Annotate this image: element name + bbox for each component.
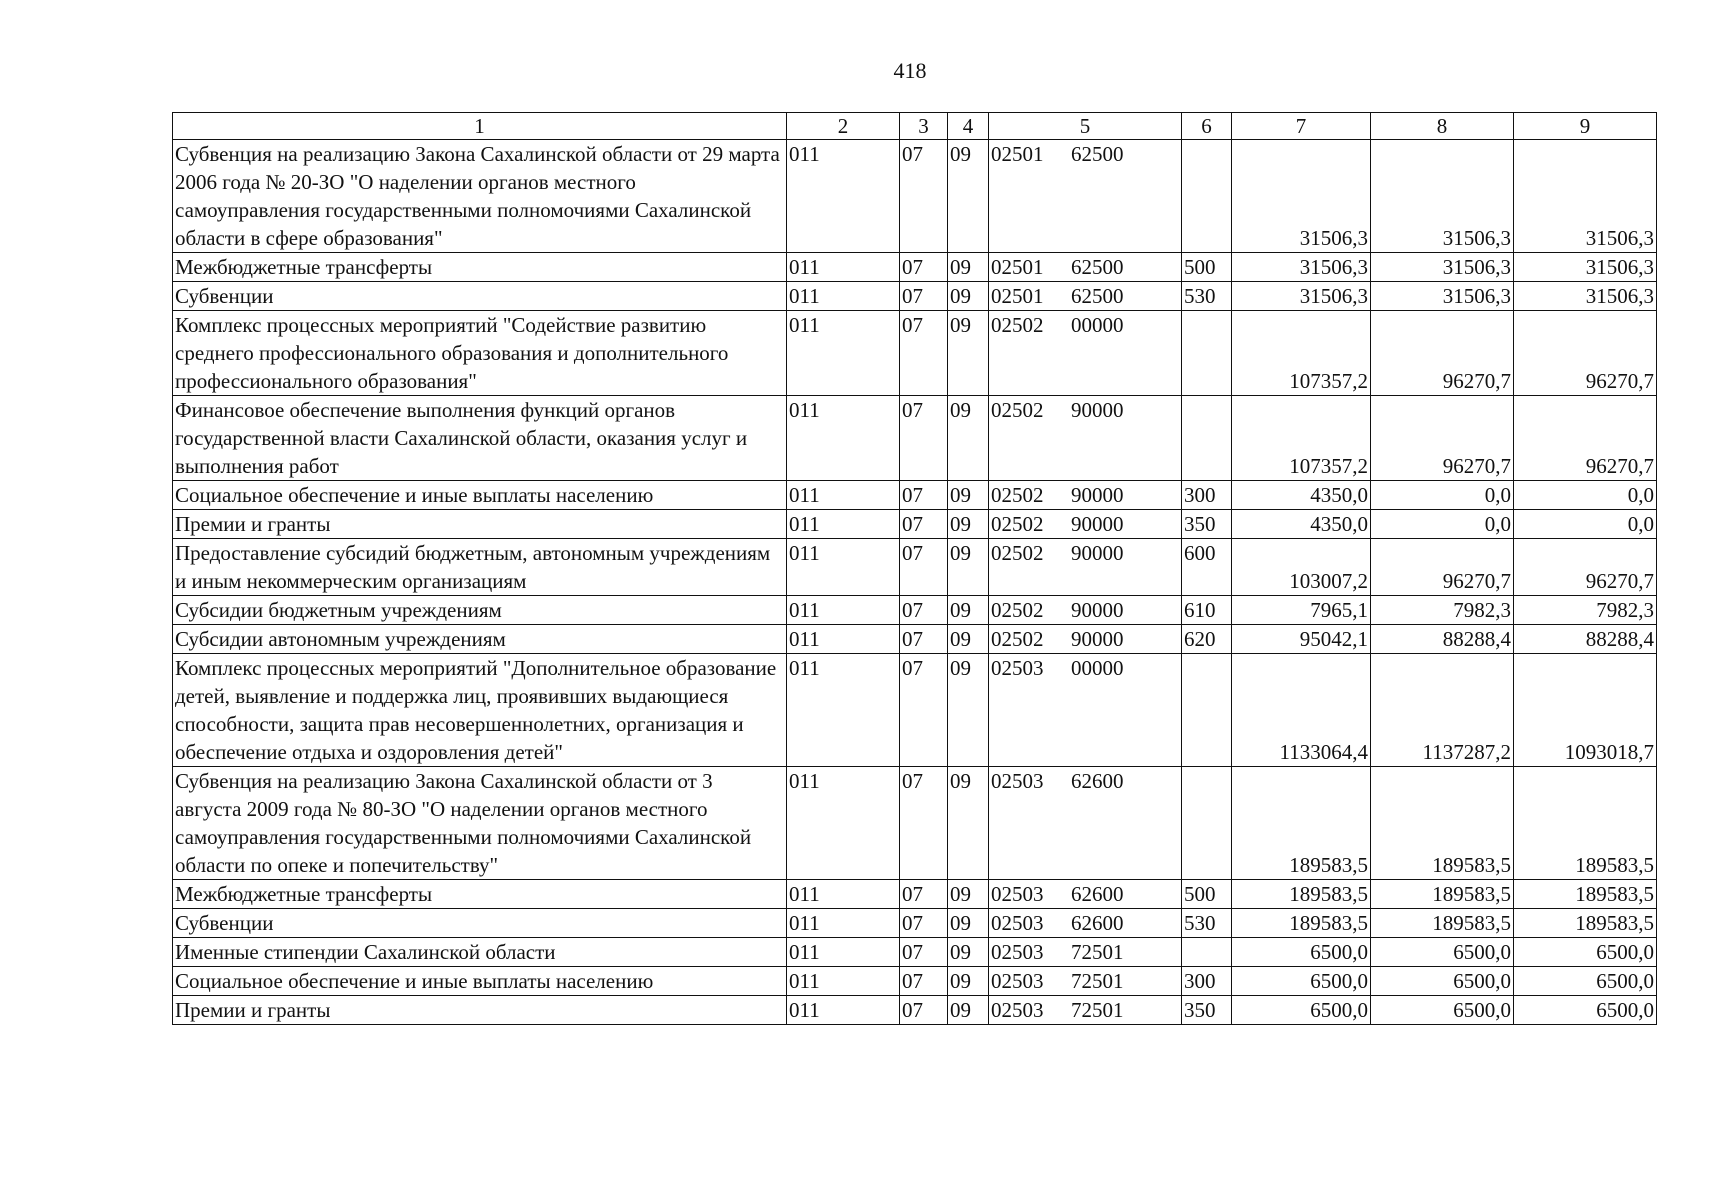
code-cell-3: 07: [900, 596, 948, 625]
row-name-cell: Предоставление субсидий бюджетным, автономным учреждениям и иным некоммерческим организациям: [173, 539, 787, 596]
table-row: [173, 654, 1657, 767]
code-cell-6: 300: [1182, 481, 1232, 510]
row-name-cell: Комплекс процессных мероприятий "Дополнительное образование детей, выявление и поддержка лиц, проявивших выдающиеся способности, защита прав несовершеннолетних, организация и обеспечение отдыха и оздоровления детей": [173, 654, 787, 767]
code-cell-4: 09: [948, 880, 989, 909]
code-cell-3: 07: [900, 909, 948, 938]
row-name-cell: Субвенции: [173, 909, 787, 938]
code-cell-2: 011: [787, 253, 900, 282]
program-code: 02501: [991, 255, 1044, 279]
amount-cell-8: 31506,3: [1371, 282, 1514, 311]
header-cell: 7: [1232, 113, 1371, 140]
code-cell-4: 09: [948, 938, 989, 967]
direction-code: 72501: [1071, 998, 1124, 1022]
row-name-cell: Межбюджетные трансферты: [173, 880, 787, 909]
code-cell-3: 07: [900, 767, 948, 880]
code-cell-4: 09: [948, 625, 989, 654]
amount-cell-7: 7965,1: [1232, 596, 1371, 625]
header-cell: 2: [787, 113, 900, 140]
code-cell-6: [1182, 938, 1232, 967]
amount-cell-8: 31506,3: [1371, 253, 1514, 282]
amount-cell-7: 95042,1: [1232, 625, 1371, 654]
program-code: 02502: [991, 313, 1044, 337]
code-cell-5: [989, 967, 1182, 996]
direction-code: 62600: [1071, 769, 1124, 793]
table-row: [173, 539, 1657, 596]
code-cell-6: 300: [1182, 967, 1232, 996]
code-cell-6: 500: [1182, 253, 1232, 282]
program-code: 02501: [991, 284, 1044, 308]
direction-code: 90000: [1071, 627, 1124, 651]
code-cell-2: 011: [787, 396, 900, 481]
direction-code: 00000: [1071, 656, 1124, 680]
amount-cell-7: 4350,0: [1232, 510, 1371, 539]
code-cell-2: 011: [787, 510, 900, 539]
table-row: [173, 767, 1657, 880]
code-cell-2: 011: [787, 140, 900, 253]
code-cell-5: [989, 909, 1182, 938]
code-cell-6: [1182, 654, 1232, 767]
amount-cell-7: 31506,3: [1232, 140, 1371, 253]
amount-cell-9: 6500,0: [1514, 938, 1657, 967]
code-cell-5: [989, 654, 1182, 767]
amount-cell-8: 0,0: [1371, 481, 1514, 510]
amount-cell-7: 107357,2: [1232, 311, 1371, 396]
code-cell-2: 011: [787, 996, 900, 1025]
row-name-cell: Субвенция на реализацию Закона Сахалинской области от 29 марта 2006 года № 20-ЗО "О наделении органов местного самоуправления государственными полномочиями Сахалинской области в сфере образования": [173, 140, 787, 253]
row-name-cell: Комплекс процессных мероприятий "Содействие развитию среднего профессионального образования и дополнительного профессионального образования": [173, 311, 787, 396]
table-row: [173, 311, 1657, 396]
row-name-cell: Субвенции: [173, 282, 787, 311]
code-cell-4: 09: [948, 654, 989, 767]
code-cell-5: [989, 596, 1182, 625]
code-cell-4: 09: [948, 140, 989, 253]
table-row: [173, 596, 1657, 625]
program-code: 02502: [991, 483, 1044, 507]
code-cell-2: 011: [787, 909, 900, 938]
code-cell-6: 530: [1182, 282, 1232, 311]
code-cell-3: 07: [900, 967, 948, 996]
table-row: [173, 140, 1657, 253]
program-code: 02503: [991, 656, 1044, 680]
program-code: 02503: [991, 969, 1044, 993]
code-cell-4: 09: [948, 282, 989, 311]
table-row: [173, 938, 1657, 967]
direction-code: 90000: [1071, 598, 1124, 622]
amount-cell-9: 0,0: [1514, 481, 1657, 510]
row-name-cell: Субсидии автономным учреждениям: [173, 625, 787, 654]
code-cell-4: 09: [948, 510, 989, 539]
row-name-cell: Премии и гранты: [173, 510, 787, 539]
code-cell-4: 09: [948, 481, 989, 510]
amount-cell-7: 31506,3: [1232, 253, 1371, 282]
direction-code: 00000: [1071, 313, 1124, 337]
code-cell-6: 530: [1182, 909, 1232, 938]
amount-cell-8: 6500,0: [1371, 996, 1514, 1025]
direction-code: 72501: [1071, 940, 1124, 964]
row-name-cell: Финансовое обеспечение выполнения функций органов государственной власти Сахалинской области, оказания услуг и выполнения работ: [173, 396, 787, 481]
code-cell-5: [989, 539, 1182, 596]
code-cell-3: 07: [900, 311, 948, 396]
code-cell-4: 09: [948, 767, 989, 880]
code-cell-2: 011: [787, 539, 900, 596]
amount-cell-8: 0,0: [1371, 510, 1514, 539]
amount-cell-7: 6500,0: [1232, 967, 1371, 996]
amount-cell-8: 1137287,2: [1371, 654, 1514, 767]
amount-cell-8: 31506,3: [1371, 140, 1514, 253]
amount-cell-9: 96270,7: [1514, 539, 1657, 596]
code-cell-3: 07: [900, 539, 948, 596]
amount-cell-8: 88288,4: [1371, 625, 1514, 654]
direction-code: 62600: [1071, 882, 1124, 906]
code-cell-3: 07: [900, 880, 948, 909]
direction-code: 90000: [1071, 541, 1124, 565]
code-cell-3: 07: [900, 654, 948, 767]
code-cell-4: 09: [948, 311, 989, 396]
code-cell-6: [1182, 311, 1232, 396]
table-row: [173, 510, 1657, 539]
code-cell-4: 09: [948, 996, 989, 1025]
direction-code: 62600: [1071, 911, 1124, 935]
code-cell-5: [989, 311, 1182, 396]
header-cell: 9: [1514, 113, 1657, 140]
amount-cell-9: 31506,3: [1514, 253, 1657, 282]
code-cell-6: 600: [1182, 539, 1232, 596]
code-cell-5: [989, 282, 1182, 311]
row-name-cell: Субсидии бюджетным учреждениям: [173, 596, 787, 625]
amount-cell-9: 31506,3: [1514, 282, 1657, 311]
amount-cell-9: 96270,7: [1514, 311, 1657, 396]
amount-cell-8: 6500,0: [1371, 967, 1514, 996]
code-cell-5: [989, 396, 1182, 481]
code-cell-6: 350: [1182, 510, 1232, 539]
code-cell-5: [989, 481, 1182, 510]
direction-code: 72501: [1071, 969, 1124, 993]
code-cell-2: 011: [787, 880, 900, 909]
direction-code: 90000: [1071, 483, 1124, 507]
program-code: 02503: [991, 998, 1044, 1022]
code-cell-6: [1182, 767, 1232, 880]
row-name-cell: Межбюджетные трансферты: [173, 253, 787, 282]
code-cell-5: [989, 938, 1182, 967]
amount-cell-9: 0,0: [1514, 510, 1657, 539]
code-cell-2: 011: [787, 967, 900, 996]
amount-cell-8: 6500,0: [1371, 938, 1514, 967]
code-cell-2: 011: [787, 625, 900, 654]
header-cell: 8: [1371, 113, 1514, 140]
code-cell-5: [989, 767, 1182, 880]
amount-cell-8: 96270,7: [1371, 539, 1514, 596]
amount-cell-7: 107357,2: [1232, 396, 1371, 481]
page-number: 418: [893, 58, 927, 83]
code-cell-2: 011: [787, 938, 900, 967]
code-cell-5: [989, 510, 1182, 539]
amount-cell-7: 6500,0: [1232, 996, 1371, 1025]
table-row: [173, 909, 1657, 938]
header-cell: 3: [900, 113, 948, 140]
table-row: [173, 996, 1657, 1025]
code-cell-3: 07: [900, 510, 948, 539]
amount-cell-9: 88288,4: [1514, 625, 1657, 654]
amount-cell-8: 189583,5: [1371, 767, 1514, 880]
table-row: [173, 282, 1657, 311]
direction-code: 62500: [1071, 255, 1124, 279]
code-cell-3: 07: [900, 625, 948, 654]
code-cell-5: [989, 253, 1182, 282]
budget-table: [172, 112, 1657, 1025]
table-row: [173, 396, 1657, 481]
program-code: 02502: [991, 541, 1044, 565]
code-cell-4: 09: [948, 253, 989, 282]
direction-code: 62500: [1071, 142, 1124, 166]
code-cell-6: [1182, 396, 1232, 481]
amount-cell-9: 189583,5: [1514, 767, 1657, 880]
code-cell-6: 350: [1182, 996, 1232, 1025]
code-cell-3: 07: [900, 396, 948, 481]
table-row: [173, 625, 1657, 654]
code-cell-4: 09: [948, 596, 989, 625]
code-cell-3: 07: [900, 140, 948, 253]
amount-cell-8: 96270,7: [1371, 311, 1514, 396]
amount-cell-9: 7982,3: [1514, 596, 1657, 625]
code-cell-2: 011: [787, 767, 900, 880]
direction-code: 90000: [1071, 398, 1124, 422]
code-cell-5: [989, 880, 1182, 909]
code-cell-3: 07: [900, 938, 948, 967]
code-cell-3: 07: [900, 481, 948, 510]
program-code: 02502: [991, 627, 1044, 651]
header-cell: 1: [173, 113, 787, 140]
program-code: 02503: [991, 882, 1044, 906]
header-cell: 6: [1182, 113, 1232, 140]
code-cell-3: 07: [900, 282, 948, 311]
code-cell-4: 09: [948, 396, 989, 481]
amount-cell-9: 6500,0: [1514, 996, 1657, 1025]
amount-cell-7: 189583,5: [1232, 880, 1371, 909]
amount-cell-8: 7982,3: [1371, 596, 1514, 625]
row-name-cell: Социальное обеспечение и иные выплаты населению: [173, 967, 787, 996]
code-cell-6: 500: [1182, 880, 1232, 909]
table-row: [173, 880, 1657, 909]
direction-code: 62500: [1071, 284, 1124, 308]
code-cell-5: [989, 996, 1182, 1025]
table-row: [173, 253, 1657, 282]
amount-cell-7: 189583,5: [1232, 767, 1371, 880]
amount-cell-7: 4350,0: [1232, 481, 1371, 510]
code-cell-4: 09: [948, 909, 989, 938]
table-row: [173, 481, 1657, 510]
amount-cell-7: 6500,0: [1232, 938, 1371, 967]
code-cell-6: [1182, 140, 1232, 253]
header-cell: 4: [948, 113, 989, 140]
code-cell-2: 011: [787, 596, 900, 625]
row-name-cell: Премии и гранты: [173, 996, 787, 1025]
row-name-cell: Субвенция на реализацию Закона Сахалинской области от 3 августа 2009 года № 80-ЗО "О наделении органов местного самоуправления государственными полномочиями Сахалинской области по опеке и попечительству": [173, 767, 787, 880]
amount-cell-9: 189583,5: [1514, 909, 1657, 938]
row-name-cell: Социальное обеспечение и иные выплаты населению: [173, 481, 787, 510]
amount-cell-9: 6500,0: [1514, 967, 1657, 996]
amount-cell-7: 31506,3: [1232, 282, 1371, 311]
code-cell-3: 07: [900, 996, 948, 1025]
program-code: 02503: [991, 940, 1044, 964]
amount-cell-8: 189583,5: [1371, 909, 1514, 938]
program-code: 02503: [991, 769, 1044, 793]
program-code: 02503: [991, 911, 1044, 935]
amount-cell-9: 96270,7: [1514, 396, 1657, 481]
code-cell-5: [989, 140, 1182, 253]
amount-cell-9: 189583,5: [1514, 880, 1657, 909]
amount-cell-8: 96270,7: [1371, 396, 1514, 481]
code-cell-6: 610: [1182, 596, 1232, 625]
table-row: [173, 967, 1657, 996]
program-code: 02502: [991, 598, 1044, 622]
header-cell: 5: [989, 113, 1182, 140]
header-row: [173, 113, 1657, 140]
code-cell-2: 011: [787, 481, 900, 510]
amount-cell-9: 1093018,7: [1514, 654, 1657, 767]
program-code: 02502: [991, 398, 1044, 422]
amount-cell-8: 189583,5: [1371, 880, 1514, 909]
code-cell-2: 011: [787, 654, 900, 767]
program-code: 02502: [991, 512, 1044, 536]
code-cell-2: 011: [787, 311, 900, 396]
code-cell-4: 09: [948, 539, 989, 596]
code-cell-5: [989, 625, 1182, 654]
code-cell-2: 011: [787, 282, 900, 311]
amount-cell-7: 103007,2: [1232, 539, 1371, 596]
amount-cell-7: 189583,5: [1232, 909, 1371, 938]
direction-code: 90000: [1071, 512, 1124, 536]
row-name-cell: Именные стипендии Сахалинской области: [173, 938, 787, 967]
code-cell-3: 07: [900, 253, 948, 282]
program-code: 02501: [991, 142, 1044, 166]
amount-cell-9: 31506,3: [1514, 140, 1657, 253]
code-cell-6: 620: [1182, 625, 1232, 654]
amount-cell-7: 1133064,4: [1232, 654, 1371, 767]
code-cell-4: 09: [948, 967, 989, 996]
